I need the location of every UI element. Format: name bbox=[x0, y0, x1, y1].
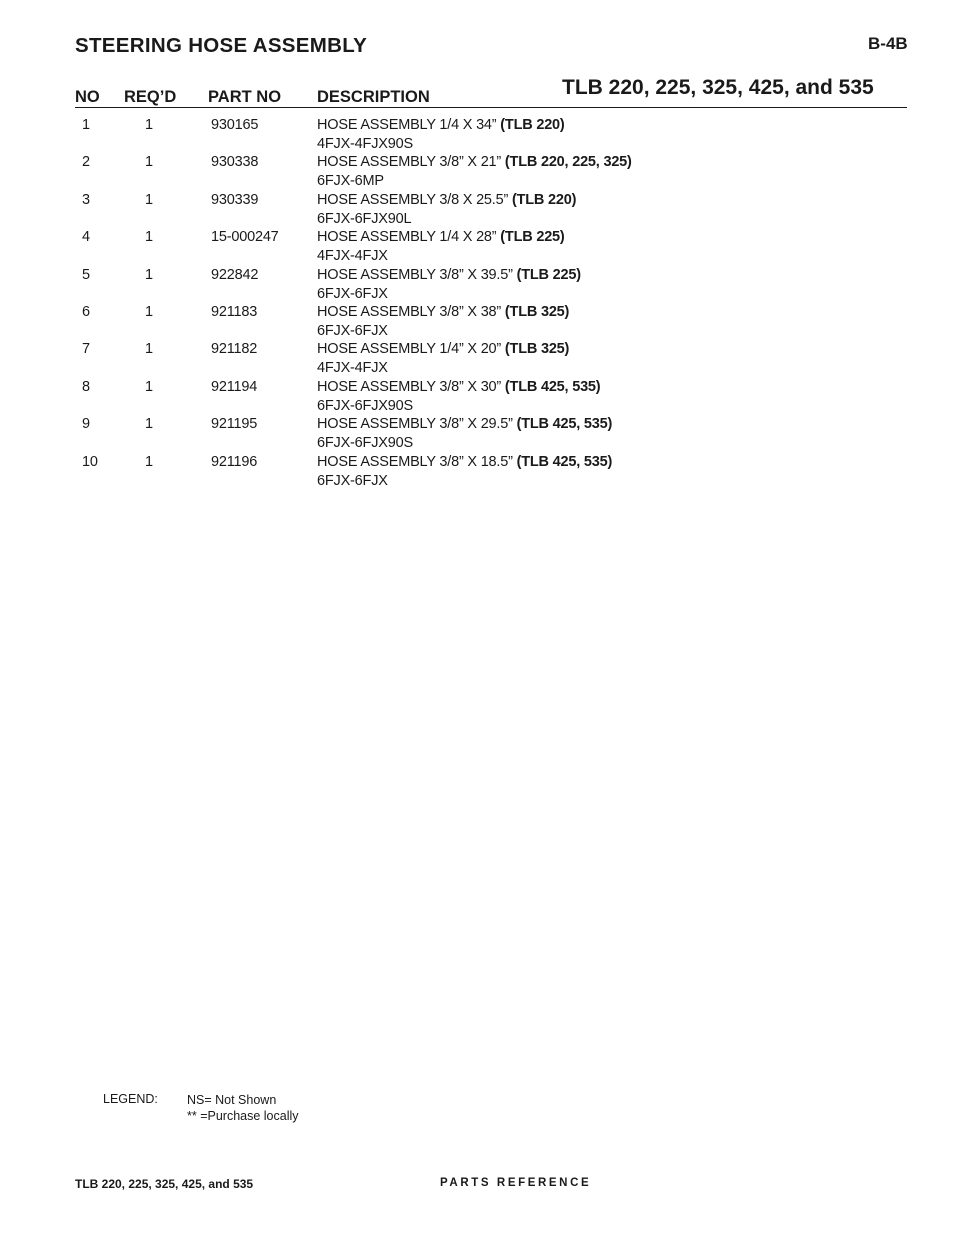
part-description bbox=[317, 304, 569, 320]
part-number: 921182 bbox=[211, 341, 258, 358]
part-number: 921183 bbox=[211, 303, 258, 320]
applicable-models: (TLB 225) bbox=[516, 266, 581, 283]
item-number: 10 bbox=[82, 453, 98, 470]
column-header-no: NO bbox=[75, 88, 100, 106]
description-text: HOSE ASSEMBLY 1/4 X 34” bbox=[317, 117, 497, 133]
fitting-code: 6FJX-6FJX bbox=[317, 285, 388, 302]
applicable-models: (TLB 325) bbox=[504, 341, 570, 358]
item-number: 9 bbox=[82, 416, 90, 433]
description-text: HOSE ASSEMBLY 1/4” X 20” bbox=[317, 341, 502, 358]
column-header-description: DESCRIPTION bbox=[317, 88, 430, 106]
quantity-required: 1 bbox=[145, 191, 153, 208]
applicable-models: (TLB 220, 225, 325) bbox=[504, 154, 632, 171]
description-text: HOSE ASSEMBLY 3/8” X 21” bbox=[317, 154, 502, 171]
footer-section-title: PARTS REFERENCE bbox=[440, 1177, 592, 1189]
legend-item-purchase-locally: ** =Purchase locally bbox=[187, 1109, 299, 1123]
fitting-code: 6FJX-6MP bbox=[317, 173, 384, 190]
part-description bbox=[317, 192, 576, 208]
applicable-models: (TLB 425, 535) bbox=[516, 416, 613, 433]
item-number: 3 bbox=[82, 191, 90, 208]
description-text: HOSE ASSEMBLY 3/8” X 18.5” bbox=[317, 453, 513, 470]
part-number: 930338 bbox=[211, 154, 259, 171]
quantity-required: 1 bbox=[145, 229, 153, 246]
description-text: HOSE ASSEMBLY 3/8” X 30” bbox=[317, 378, 502, 395]
part-number: 922842 bbox=[211, 266, 259, 283]
quantity-required: 1 bbox=[145, 154, 153, 171]
item-number: 8 bbox=[82, 378, 90, 395]
applicable-models: (TLB 425, 535) bbox=[504, 378, 601, 395]
description-text: HOSE ASSEMBLY 1/4 X 28” bbox=[317, 229, 497, 246]
page-title: STEERING HOSE ASSEMBLY bbox=[75, 34, 368, 57]
quantity-required: 1 bbox=[145, 266, 153, 283]
legend-item-not-shown: NS= Not Shown bbox=[187, 1093, 277, 1107]
fitting-code: 6FJX-6FJX bbox=[317, 472, 388, 489]
table-row bbox=[0, 192, 954, 229]
page-number: B-4B bbox=[868, 34, 908, 53]
applicable-models: (TLB 220) bbox=[511, 191, 577, 208]
description-text: HOSE ASSEMBLY 3/8” X 39.5” bbox=[317, 266, 513, 283]
applicable-models: (TLB 225) bbox=[500, 229, 565, 246]
part-number: 921196 bbox=[211, 453, 258, 470]
quantity-required: 1 bbox=[145, 341, 153, 358]
applicable-models: (TLB 425, 535) bbox=[516, 453, 613, 470]
part-description bbox=[317, 154, 632, 170]
description-text: HOSE ASSEMBLY 3/8 X 25.5” bbox=[317, 191, 509, 208]
part-number: 930165 bbox=[211, 117, 259, 133]
part-number: 930339 bbox=[211, 191, 259, 208]
description-text: HOSE ASSEMBLY 3/8” X 29.5” bbox=[317, 416, 513, 433]
table-row bbox=[0, 304, 954, 341]
fitting-code: 6FJX-6FJX90L bbox=[317, 210, 412, 227]
item-number: 2 bbox=[82, 154, 90, 171]
item-number: 7 bbox=[82, 341, 90, 358]
item-number: 5 bbox=[82, 266, 90, 283]
table-row bbox=[0, 229, 954, 266]
fitting-code: 4FJX-4FJX90S bbox=[317, 136, 413, 152]
quantity-required: 1 bbox=[145, 378, 153, 395]
quantity-required: 1 bbox=[145, 117, 153, 133]
column-header-reqd: REQ’D bbox=[124, 88, 177, 106]
legend-label: LEGEND: bbox=[103, 1092, 158, 1106]
model-heading: TLB 220, 225, 325, 425, and 535 bbox=[562, 76, 874, 99]
part-description bbox=[317, 267, 581, 283]
part-description bbox=[317, 341, 569, 357]
fitting-code: 6FJX-6FJX bbox=[317, 322, 388, 339]
table-row bbox=[0, 341, 954, 378]
table-row bbox=[0, 267, 954, 304]
item-number: 1 bbox=[82, 117, 90, 133]
description-text: HOSE ASSEMBLY 3/8” X 38” bbox=[317, 303, 502, 320]
part-number: 15-000247 bbox=[211, 229, 279, 246]
fitting-code: 6FJX-6FJX90S bbox=[317, 397, 413, 414]
table-row bbox=[0, 117, 954, 154]
parts-list bbox=[0, 117, 954, 491]
fitting-code: 4FJX-4FJX bbox=[317, 248, 388, 265]
part-description bbox=[317, 117, 565, 133]
part-description bbox=[317, 379, 600, 395]
footer-model-list: TLB 220, 225, 325, 425, and 535 bbox=[75, 1177, 254, 1191]
quantity-required: 1 bbox=[145, 416, 153, 433]
header-divider bbox=[75, 107, 907, 108]
part-number: 921195 bbox=[211, 416, 258, 433]
table-row bbox=[0, 416, 954, 453]
item-number: 6 bbox=[82, 303, 90, 320]
item-number: 4 bbox=[82, 229, 90, 246]
part-description bbox=[317, 416, 612, 432]
part-number: 921194 bbox=[211, 378, 258, 395]
fitting-code: 4FJX-4FJX bbox=[317, 360, 388, 377]
table-row bbox=[0, 154, 954, 191]
fitting-code: 6FJX-6FJX90S bbox=[317, 435, 413, 452]
part-description bbox=[317, 229, 565, 245]
part-description bbox=[317, 454, 612, 470]
applicable-models: (TLB 325) bbox=[504, 303, 570, 320]
table-row bbox=[0, 454, 954, 491]
quantity-required: 1 bbox=[145, 453, 153, 470]
table-row bbox=[0, 379, 954, 416]
quantity-required: 1 bbox=[145, 303, 153, 320]
column-header-part-no: PART NO bbox=[208, 88, 282, 106]
applicable-models: (TLB 220) bbox=[500, 117, 565, 133]
legend-items bbox=[187, 1092, 299, 1124]
